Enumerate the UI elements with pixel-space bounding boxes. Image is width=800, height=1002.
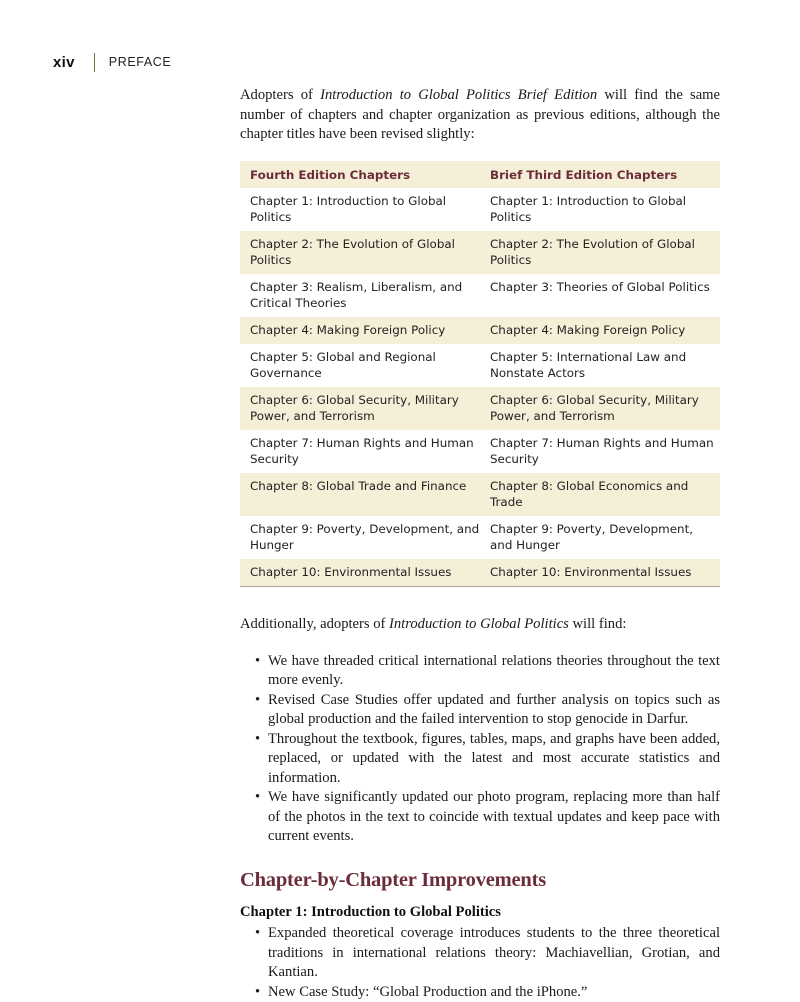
table-header-row (240, 161, 720, 188)
additional-text-start: Additionally, adopters of (240, 616, 389, 632)
list-item-text: We have threaded critical international relations theories throughout the text more evenly. (268, 653, 720, 689)
table-cell-brief: Chapter 5: International Law and Nonstate Actors (483, 344, 720, 387)
table-cell-brief: Chapter 1: Introduction to Global Politics (483, 188, 720, 231)
intro-text-end: will find the same number of chapters and chapter organization as previous editions, although the chapter titles have been revised slightly: (240, 87, 720, 142)
table-cell-fourth: Chapter 2: The Evolution of Global Politics (240, 231, 483, 274)
table-cell-fourth: Chapter 6: Global Security, Military Power, and Terrorism (240, 387, 483, 430)
bullet-icon: • (255, 730, 260, 750)
table-row (240, 559, 720, 587)
list-item-text: Expanded theoretical coverage introduces students to the three theoretical traditions in international relations theory: Machiavellian, Grotian, and Kantian. (268, 925, 720, 980)
list-item-text: New Case Study: “Global Production and the iPhone.” (268, 984, 587, 1000)
list-item (240, 730, 720, 789)
list-item (240, 788, 720, 847)
bullet-icon: • (255, 924, 260, 944)
header-divider (94, 53, 95, 72)
additional-text-end: will find: (569, 616, 627, 632)
list-item-text: We have significantly updated our photo program, replacing more than half of the photos in the text to coincide with textual updates and keep pace with current events. (268, 789, 720, 844)
table-cell-fourth: Chapter 10: Environmental Issues (240, 559, 483, 587)
bullet-icon: • (255, 691, 260, 711)
page-body (240, 86, 720, 1002)
list-item (240, 983, 720, 1002)
table-row (240, 317, 720, 344)
bullet-icon: • (255, 788, 260, 808)
table-row (240, 188, 720, 231)
additional-book-title: Introduction to Global Politics (389, 616, 569, 632)
page-number: xiv (53, 54, 75, 71)
column-header-fourth-edition: Fourth Edition Chapters (240, 161, 483, 188)
section-label: PREFACE (109, 55, 172, 69)
table-cell-fourth: Chapter 7: Human Rights and Human Security (240, 430, 483, 473)
table-row (240, 344, 720, 387)
intro-paragraph (240, 86, 720, 145)
table-row (240, 473, 720, 516)
bullet-icon: • (255, 652, 260, 672)
table-row (240, 274, 720, 317)
table-cell-brief: Chapter 8: Global Economics and Trade (483, 473, 720, 516)
table-cell-brief: Chapter 9: Poverty, Development, and Hunger (483, 516, 720, 559)
list-item (240, 691, 720, 730)
table-cell-brief: Chapter 10: Environmental Issues (483, 559, 720, 587)
improvements-heading: Chapter-by-Chapter Improvements (240, 867, 720, 893)
table-row (240, 231, 720, 274)
table-cell-fourth: Chapter 4: Making Foreign Policy (240, 317, 483, 344)
table-cell-fourth: Chapter 9: Poverty, Development, and Hunger (240, 516, 483, 559)
list-item-text: Revised Case Studies offer updated and further analysis on topics such as global production and the failed intervention to stop genocide in Darfur. (268, 692, 720, 728)
bullet-icon: • (255, 983, 260, 1002)
column-header-brief-third-edition: Brief Third Edition Chapters (483, 161, 720, 188)
table-cell-fourth: Chapter 3: Realism, Liberalism, and Critical Theories (240, 274, 483, 317)
table-row (240, 516, 720, 559)
chapter-1-subheading: Chapter 1: Introduction to Global Politics (240, 903, 720, 923)
table-cell-brief: Chapter 3: Theories of Global Politics (483, 274, 720, 317)
list-item-text: Throughout the textbook, figures, tables, maps, and graphs have been added, replaced, or updated with the latest and most accurate statistics and information. (268, 731, 720, 786)
chapter-1-list (240, 924, 720, 1002)
table-row (240, 387, 720, 430)
table-cell-fourth: Chapter 8: Global Trade and Finance (240, 473, 483, 516)
table-cell-brief: Chapter 6: Global Security, Military Power, and Terrorism (483, 387, 720, 430)
list-item (240, 924, 720, 983)
table-cell-brief: Chapter 7: Human Rights and Human Security (483, 430, 720, 473)
table-cell-fourth: Chapter 1: Introduction to Global Politics (240, 188, 483, 231)
intro-book-title: Introduction to Global Politics Brief Edition (320, 87, 597, 103)
table-cell-brief: Chapter 2: The Evolution of Global Politics (483, 231, 720, 274)
intro-text-start: Adopters of (240, 87, 320, 103)
changes-list (240, 652, 720, 847)
table-row (240, 430, 720, 473)
list-item (240, 652, 720, 691)
table-cell-brief: Chapter 4: Making Foreign Policy (483, 317, 720, 344)
table-cell-fourth: Chapter 5: Global and Regional Governance (240, 344, 483, 387)
additional-paragraph (240, 615, 720, 635)
running-head (53, 52, 171, 72)
chapter-comparison-table (240, 161, 720, 587)
